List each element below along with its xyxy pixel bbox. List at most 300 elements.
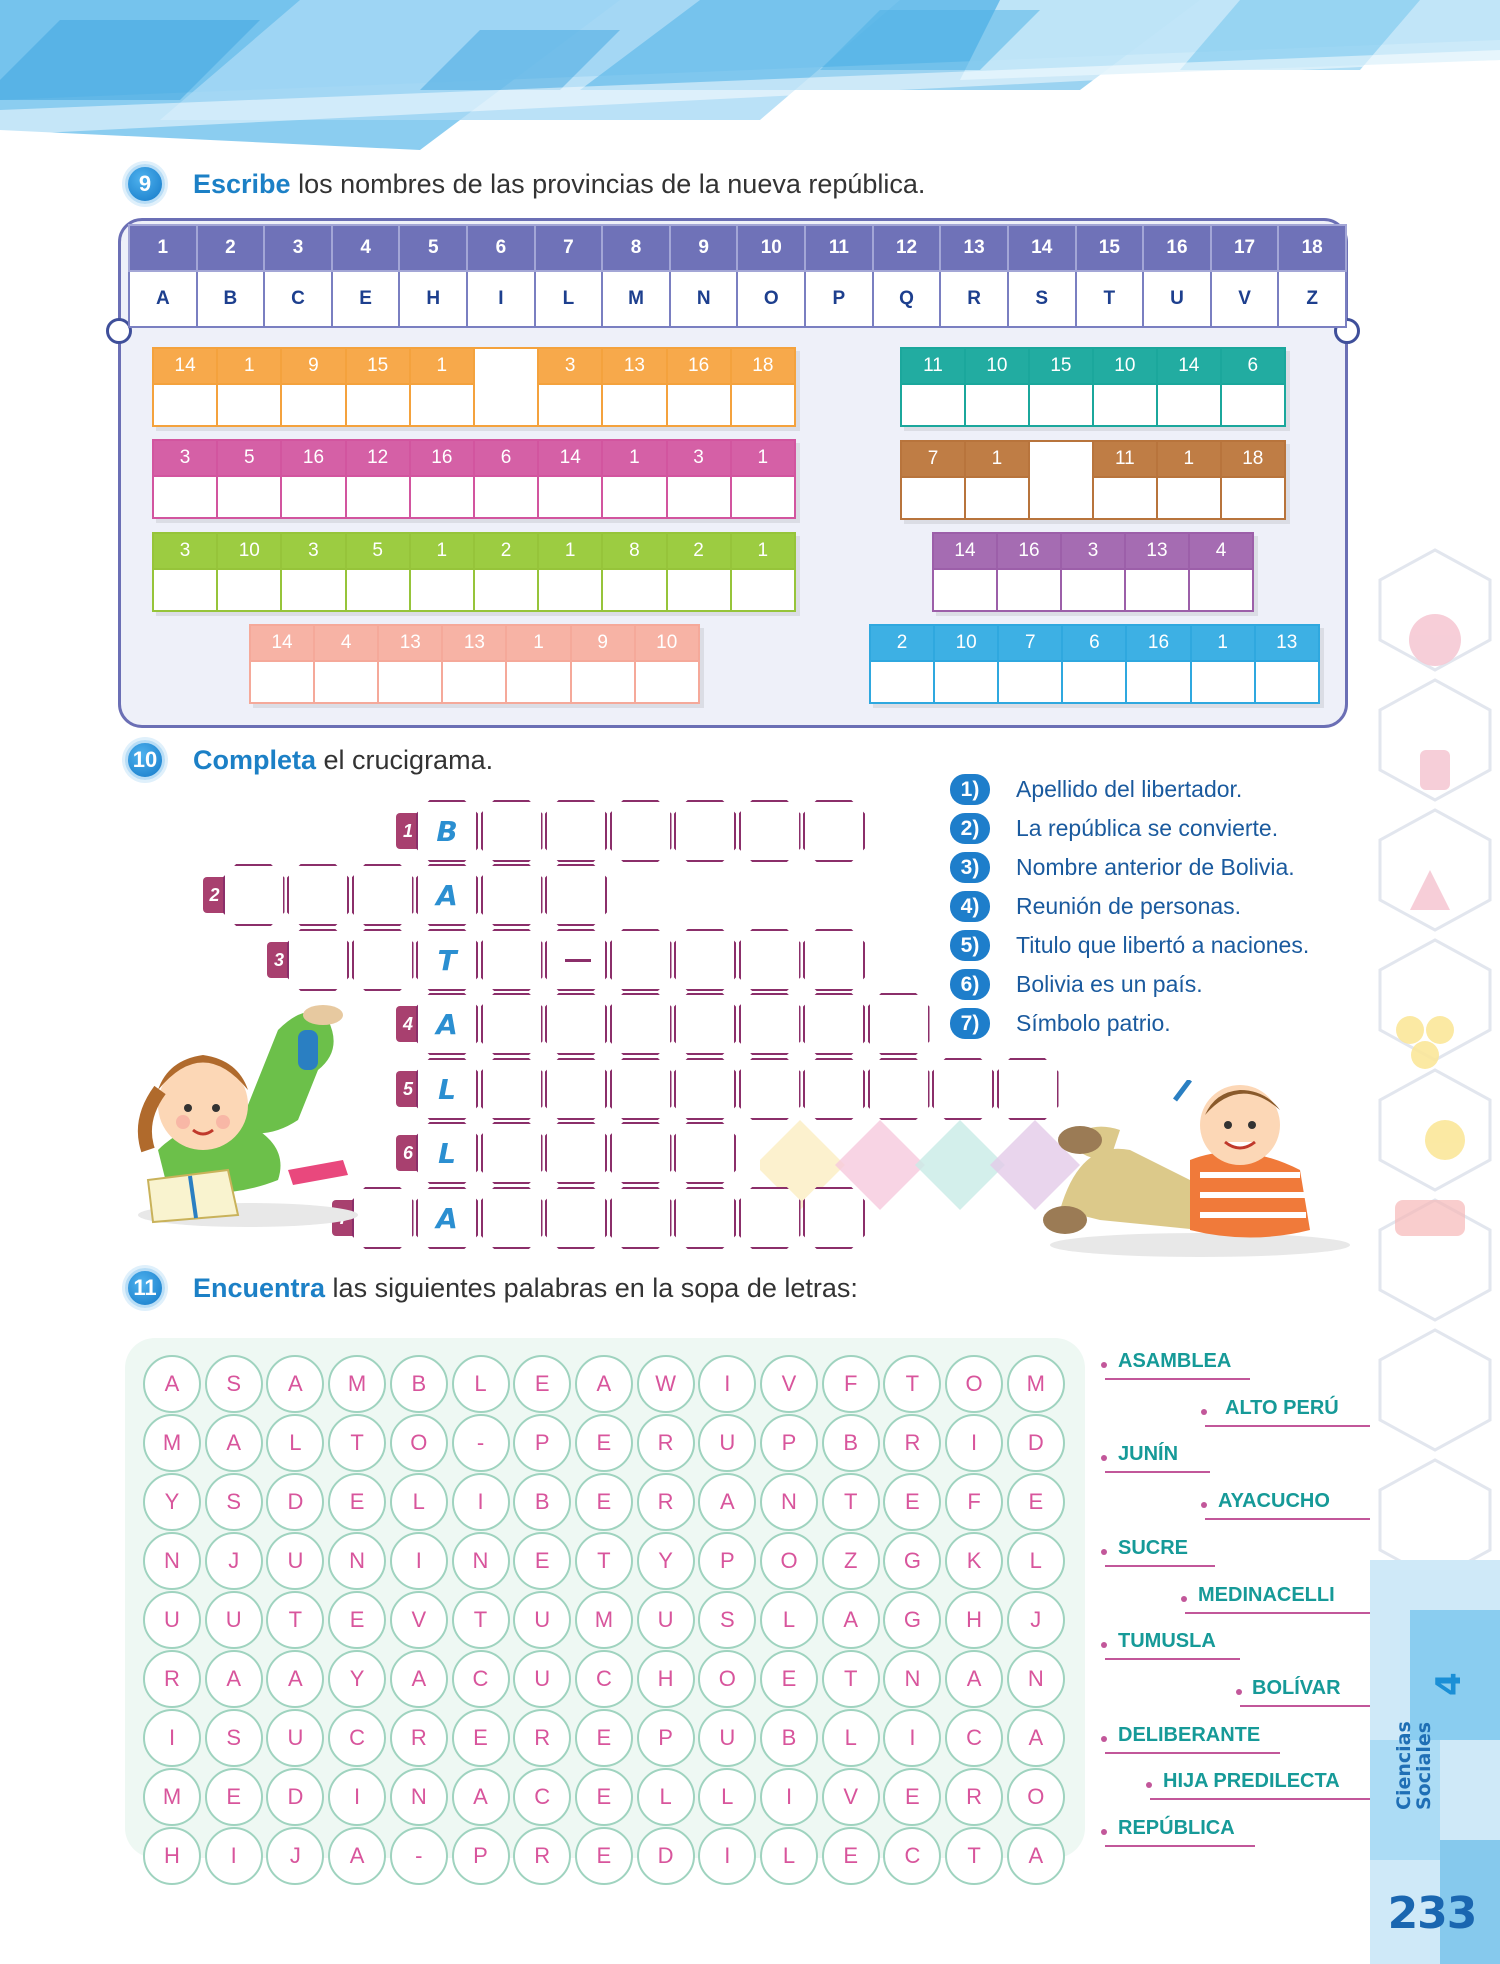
word-search-cell[interactable]: A	[328, 1827, 386, 1885]
crossword-cell[interactable]	[803, 1058, 865, 1120]
code-letter-cell: S	[1008, 271, 1076, 327]
word-underline	[1205, 1425, 1370, 1427]
word-search-cell[interactable]: R	[143, 1650, 201, 1708]
word-search-cell[interactable]: U	[513, 1650, 571, 1708]
word-search-cell[interactable]: L	[452, 1355, 510, 1413]
word-search-cell[interactable]: E	[452, 1709, 510, 1767]
word-search-cell[interactable]: D	[266, 1473, 324, 1531]
word-search-cell[interactable]: A	[390, 1650, 448, 1708]
word-search-cell[interactable]: A	[205, 1650, 263, 1708]
word-search-cell[interactable]: H	[945, 1591, 1003, 1649]
word-search-cell[interactable]: B	[390, 1355, 448, 1413]
word-search-cell[interactable]: B	[513, 1473, 571, 1531]
province-answer-cell[interactable]	[602, 569, 666, 611]
province-answer-cell[interactable]	[965, 384, 1029, 426]
code-number-cell: 2	[197, 225, 265, 271]
province-answer-cell[interactable]	[217, 569, 281, 611]
word-search-cell[interactable]: A	[143, 1355, 201, 1413]
province-code-cell: 13	[1125, 533, 1189, 569]
crossword-cell[interactable]	[481, 864, 543, 926]
word-search-cell[interactable]: Y	[143, 1473, 201, 1531]
word-search-cell[interactable]: L	[1007, 1532, 1065, 1590]
province-code-cell: 16	[281, 440, 345, 476]
word-search-cell[interactable]: D	[637, 1827, 695, 1885]
code-number-cell: 3	[264, 225, 332, 271]
crossword-cell[interactable]	[868, 1058, 930, 1120]
code-number-cell: 16	[1143, 225, 1211, 271]
province-code-cell: 1	[506, 625, 570, 661]
province-answer-cell[interactable]	[1093, 477, 1157, 519]
crossword-cell[interactable]	[803, 993, 865, 1055]
crossword-cell[interactable]	[674, 929, 736, 991]
province-answer-cell[interactable]	[901, 384, 965, 426]
word-underline	[1105, 1845, 1255, 1847]
word-search-cell[interactable]: F	[822, 1355, 880, 1413]
word-search-cell[interactable]: E	[822, 1827, 880, 1885]
word-search-cell[interactable]: I	[760, 1768, 818, 1826]
word-search-cell[interactable]: R	[390, 1709, 448, 1767]
word-search-cell[interactable]: P	[452, 1827, 510, 1885]
word-search-cell[interactable]: L	[760, 1591, 818, 1649]
province-answer-cell[interactable]	[901, 477, 965, 519]
word-search-cell[interactable]: L	[637, 1768, 695, 1826]
province-code-cell: 2	[667, 533, 731, 569]
word-search-cell[interactable]: R	[883, 1414, 941, 1472]
province-answer-cell[interactable]	[346, 384, 410, 426]
word-search-cell[interactable]: S	[205, 1355, 263, 1413]
province-answer-cell[interactable]	[314, 661, 378, 703]
word-search-cell[interactable]: P	[513, 1414, 571, 1472]
crossword-key-letter: A	[436, 1007, 458, 1041]
word-search-cell[interactable]: E	[575, 1473, 633, 1531]
crossword-cell[interactable]	[545, 993, 607, 1055]
province-answer-cell[interactable]	[538, 476, 602, 518]
province-answer-cell[interactable]	[1191, 661, 1255, 703]
province-answer-cell[interactable]	[667, 569, 731, 611]
word-search-cell[interactable]: O	[390, 1414, 448, 1472]
province-answer-cell[interactable]	[281, 476, 345, 518]
crossword-cell[interactable]	[674, 1187, 736, 1249]
province-code-cell: 16	[667, 348, 731, 384]
word-search-cell[interactable]: Z	[822, 1532, 880, 1590]
province-answer-cell[interactable]	[217, 384, 281, 426]
crossword-cell[interactable]	[223, 864, 285, 926]
province-answer-cell[interactable]	[571, 661, 635, 703]
province-answer-cell[interactable]	[667, 476, 731, 518]
word-search-cell[interactable]: A	[1007, 1827, 1065, 1885]
word-search-cell[interactable]: I	[452, 1473, 510, 1531]
province-answer-cell[interactable]	[1029, 384, 1093, 426]
province-answer-cell[interactable]	[731, 569, 795, 611]
crossword-cell[interactable]	[610, 929, 672, 991]
province-code-cell: 10	[934, 625, 998, 661]
province-answer-cell[interactable]	[346, 569, 410, 611]
province-answer-cell[interactable]	[250, 661, 314, 703]
word-search-cell[interactable]: O	[945, 1355, 1003, 1413]
crossword-cell[interactable]	[739, 800, 801, 862]
word-search-cell[interactable]: C	[883, 1827, 941, 1885]
province-answer-cell[interactable]	[731, 384, 795, 426]
crossword-row-label: 2	[203, 877, 227, 913]
word-search-cell[interactable]: D	[1007, 1414, 1065, 1472]
province-code-cell: 14	[250, 625, 314, 661]
word-search-cell[interactable]: U	[205, 1591, 263, 1649]
word-search-cell[interactable]: M	[328, 1355, 386, 1413]
word-search-cell[interactable]: J	[266, 1827, 324, 1885]
word-bullet	[1201, 1502, 1207, 1508]
crossword-cell[interactable]	[481, 800, 543, 862]
province-answer-cell[interactable]	[217, 476, 281, 518]
province-code-cell: 10	[217, 533, 281, 569]
word-search-cell[interactable]: I	[698, 1827, 756, 1885]
word-search-cell[interactable]: W	[637, 1355, 695, 1413]
province-answer-cell[interactable]	[538, 569, 602, 611]
word-search-cell[interactable]: A	[266, 1355, 324, 1413]
word-search-cell[interactable]: A	[266, 1650, 324, 1708]
code-table	[128, 224, 1347, 328]
crossword-cell[interactable]	[674, 1058, 736, 1120]
word-search-cell[interactable]: O	[1007, 1768, 1065, 1826]
code-letter-cell: O	[737, 271, 805, 327]
crossword-cell[interactable]	[739, 1058, 801, 1120]
code-number-cell: 12	[873, 225, 941, 271]
province-answer-cell[interactable]	[1157, 477, 1221, 519]
crossword-cell[interactable]	[674, 993, 736, 1055]
province-grid	[900, 347, 1286, 427]
word-search-cell[interactable]: E	[760, 1650, 818, 1708]
word-search-cell[interactable]: E	[205, 1768, 263, 1826]
word-search-cell[interactable]: C	[945, 1709, 1003, 1767]
crossword-key-letter: T	[437, 943, 457, 977]
word-search-cell[interactable]: E	[328, 1591, 386, 1649]
word-search-cell[interactable]: E	[513, 1355, 571, 1413]
exercise-10-number: 10	[125, 740, 165, 780]
province-code-row	[153, 348, 795, 384]
province-answer-cell[interactable]	[1125, 569, 1189, 611]
word-search-cell[interactable]: E	[575, 1414, 633, 1472]
word-search-cell[interactable]: U	[143, 1591, 201, 1649]
crossword-cell[interactable]	[610, 1058, 672, 1120]
code-letter-cell: E	[332, 271, 400, 327]
word-search-cell[interactable]: E	[513, 1532, 571, 1590]
province-answer-cell[interactable]	[997, 569, 1061, 611]
province-answer-cell[interactable]	[506, 661, 570, 703]
word-search-cell[interactable]: J	[205, 1532, 263, 1590]
word-search-cell[interactable]: N	[1007, 1650, 1065, 1708]
word-search-cell[interactable]: E	[575, 1768, 633, 1826]
crossword-cell[interactable]	[481, 929, 543, 991]
province-answer-cell[interactable]	[1189, 569, 1253, 611]
province-answer-cell[interactable]	[635, 661, 699, 703]
word-search-cell[interactable]: Y	[637, 1532, 695, 1590]
province-code-cell: 13	[442, 625, 506, 661]
word-search-cell[interactable]: L	[390, 1473, 448, 1531]
crossword-cell[interactable]	[352, 929, 414, 991]
province-answer-cell[interactable]	[1221, 477, 1285, 519]
crossword-cell[interactable]	[674, 800, 736, 862]
word-search-cell[interactable]: U	[266, 1709, 324, 1767]
province-code-cell: 7	[901, 441, 965, 477]
word-search-cell[interactable]: U	[698, 1709, 756, 1767]
province-answer-cell[interactable]	[1126, 661, 1190, 703]
crossword-cell[interactable]	[610, 1122, 672, 1184]
word-search-cell[interactable]: I	[883, 1709, 941, 1767]
word-search-cell[interactable]: H	[143, 1827, 201, 1885]
province-answer-cell[interactable]	[378, 661, 442, 703]
province-answer-cell[interactable]	[410, 476, 474, 518]
word-search-cell[interactable]: U	[513, 1591, 571, 1649]
word-search-cell[interactable]: U	[637, 1591, 695, 1649]
province-answer-cell[interactable]	[965, 477, 1029, 519]
word-search-cell[interactable]: O	[760, 1532, 818, 1590]
word-search-cell[interactable]: R	[945, 1768, 1003, 1826]
clue-text: Bolivia es un país.	[1016, 971, 1203, 997]
crossword-cell[interactable]	[545, 800, 607, 862]
province-answer-cell[interactable]	[153, 569, 217, 611]
word-search-cell[interactable]: O	[698, 1650, 756, 1708]
word-search-cell[interactable]: T	[328, 1414, 386, 1472]
word-search-cell[interactable]: T	[883, 1355, 941, 1413]
word-search-cell[interactable]: K	[945, 1532, 1003, 1590]
word-search-cell[interactable]: N	[328, 1532, 386, 1590]
word-search-cell[interactable]: A	[575, 1355, 633, 1413]
clue-number: 6)	[950, 969, 990, 1000]
province-answer-cell[interactable]	[346, 476, 410, 518]
crossword-cell[interactable]	[287, 929, 349, 991]
province-answer-cell[interactable]	[1221, 384, 1285, 426]
word-search-cell[interactable]: P	[698, 1532, 756, 1590]
province-answer-row	[250, 661, 699, 703]
clue-number: 5)	[950, 930, 990, 961]
word-search-cell[interactable]: S	[205, 1473, 263, 1531]
province-answer-cell[interactable]	[153, 384, 217, 426]
word-search-cell[interactable]: I	[143, 1709, 201, 1767]
word-search-cell[interactable]: R	[637, 1414, 695, 1472]
crossword-cell[interactable]	[610, 993, 672, 1055]
word-search-cell[interactable]: N	[390, 1768, 448, 1826]
word-search-cell[interactable]: I	[945, 1414, 1003, 1472]
crossword-cell[interactable]	[739, 929, 801, 991]
crossword-key-letter: L	[438, 1072, 456, 1106]
word-underline	[1105, 1378, 1250, 1380]
province-code-cell: 3	[538, 348, 602, 384]
crossword-cell[interactable]	[481, 1122, 543, 1184]
clue-number: 3)	[950, 852, 990, 883]
word-search-cell[interactable]: S	[205, 1709, 263, 1767]
word-search-cell[interactable]: T	[266, 1591, 324, 1649]
word-search-cell[interactable]: Y	[328, 1650, 386, 1708]
province-answer-cell[interactable]	[153, 476, 217, 518]
exercise-10-instruction	[193, 745, 493, 776]
word-search-cell[interactable]: E	[575, 1827, 633, 1885]
word-search-cell[interactable]: M	[143, 1414, 201, 1472]
province-answer-cell[interactable]	[934, 661, 998, 703]
exercise-10-instruction-rest: el crucigrama.	[316, 744, 494, 775]
clue-item	[950, 965, 1370, 1004]
clue-number: 7)	[950, 1008, 990, 1039]
crossword-cell[interactable]	[610, 800, 672, 862]
word-search-cell[interactable]: A	[698, 1473, 756, 1531]
word-search-cell[interactable]: N	[883, 1650, 941, 1708]
word-search-cell[interactable]: A	[945, 1650, 1003, 1708]
word-search-cell[interactable]: B	[822, 1414, 880, 1472]
word-search-cell[interactable]: T	[822, 1473, 880, 1531]
word-search-cell[interactable]: T	[452, 1591, 510, 1649]
word-search-cell[interactable]: N	[143, 1532, 201, 1590]
crossword-cell[interactable]	[868, 993, 930, 1055]
word-search-cell[interactable]: R	[513, 1709, 571, 1767]
word-search-cell[interactable]: N	[760, 1473, 818, 1531]
code-letter-cell: I	[467, 271, 535, 327]
word-search-cell[interactable]: C	[452, 1650, 510, 1708]
province-code-cell: 1	[731, 533, 795, 569]
province-answer-row	[901, 477, 1285, 519]
province-answer-cell[interactable]	[410, 569, 474, 611]
word-search-cell[interactable]: L	[266, 1414, 324, 1472]
word-search-cell[interactable]: H	[637, 1650, 695, 1708]
crossword-cell[interactable]	[481, 993, 543, 1055]
crossword-cell[interactable]	[803, 1187, 865, 1249]
word-search-cell[interactable]: E	[328, 1473, 386, 1531]
word-search-cell[interactable]: V	[760, 1355, 818, 1413]
province-code-cell: 18	[1221, 441, 1285, 477]
crossword-cell[interactable]	[803, 929, 865, 991]
crossword-cell[interactable]	[545, 1187, 607, 1249]
word-search-cell[interactable]: V	[822, 1768, 880, 1826]
crossword-cell[interactable]	[932, 1058, 994, 1120]
word-search-cell[interactable]: T	[575, 1532, 633, 1590]
crossword-cell[interactable]	[545, 864, 607, 926]
province-code-cell: 11	[901, 348, 965, 384]
word-search-cell[interactable]: R	[637, 1473, 695, 1531]
word-search-cell[interactable]: A	[1007, 1709, 1065, 1767]
subject-line-1: Ciencias	[1393, 1721, 1415, 1810]
word-search-cell[interactable]: C	[328, 1709, 386, 1767]
word-search-cell[interactable]: G	[883, 1532, 941, 1590]
word-bullet	[1101, 1549, 1107, 1555]
word-bullet	[1201, 1409, 1207, 1415]
word-search-cell[interactable]: L	[822, 1709, 880, 1767]
word-search-cell[interactable]: I	[698, 1355, 756, 1413]
province-answer-cell[interactable]	[1062, 661, 1126, 703]
crossword-cell[interactable]	[545, 1058, 607, 1120]
word-list-item: MEDINACELLI	[1198, 1583, 1335, 1606]
province-answer-row	[901, 384, 1285, 426]
crossword-cell[interactable]	[739, 993, 801, 1055]
province-answer-cell[interactable]	[281, 569, 345, 611]
word-search-cell[interactable]: G	[883, 1591, 941, 1649]
clue-text: La república se convierte.	[1016, 815, 1279, 841]
province-code-row	[250, 625, 699, 661]
word-search-cell[interactable]: T	[822, 1650, 880, 1708]
word-search-cell[interactable]: A	[822, 1591, 880, 1649]
word-search-cell[interactable]: I	[205, 1827, 263, 1885]
code-number-cell: 15	[1076, 225, 1144, 271]
word-search-cell[interactable]: M	[575, 1591, 633, 1649]
crossword-cell[interactable]	[545, 1122, 607, 1184]
province-answer-cell[interactable]	[731, 476, 795, 518]
province-answer-cell[interactable]	[410, 384, 474, 426]
word-search-cell[interactable]: N	[452, 1532, 510, 1590]
province-answer-cell[interactable]	[474, 569, 538, 611]
word-search-cell[interactable]: I	[390, 1532, 448, 1590]
crossword-cell[interactable]	[674, 1122, 736, 1184]
word-search-cell[interactable]: F	[945, 1473, 1003, 1531]
header-banner	[0, 0, 1500, 150]
word-search-cell[interactable]: T	[945, 1827, 1003, 1885]
crossword-cell[interactable]	[610, 1187, 672, 1249]
province-answer-cell[interactable]	[474, 476, 538, 518]
crossword-cell[interactable]	[481, 1187, 543, 1249]
word-search-cell[interactable]: B	[760, 1709, 818, 1767]
province-answer-cell[interactable]	[1061, 569, 1125, 611]
exercise-11-instruction	[193, 1273, 858, 1304]
word-search-cell[interactable]: M	[1007, 1355, 1065, 1413]
word-search-cell[interactable]: E	[575, 1709, 633, 1767]
crossword-cell[interactable]	[481, 1058, 543, 1120]
word-search-cell[interactable]: J	[1007, 1591, 1065, 1649]
word-search-cell[interactable]: R	[513, 1827, 571, 1885]
word-search-cell[interactable]: A	[452, 1768, 510, 1826]
province-answer-cell[interactable]	[933, 569, 997, 611]
province-answer-cell[interactable]	[602, 476, 666, 518]
province-answer-cell[interactable]	[1093, 384, 1157, 426]
province-answer-cell[interactable]	[602, 384, 666, 426]
word-search-cell[interactable]: C	[513, 1768, 571, 1826]
province-answer-cell[interactable]	[998, 661, 1062, 703]
word-search-cell[interactable]: M	[143, 1768, 201, 1826]
word-search-cell[interactable]: A	[205, 1414, 263, 1472]
word-search-cell[interactable]: S	[698, 1591, 756, 1649]
word-search-cell[interactable]: E	[883, 1768, 941, 1826]
province-answer-cell[interactable]	[442, 661, 506, 703]
province-answer-cell[interactable]	[667, 384, 731, 426]
word-search-cell[interactable]: P	[637, 1709, 695, 1767]
crossword-cell[interactable]	[287, 864, 349, 926]
crossword-cell[interactable]	[739, 1187, 801, 1249]
word-search-cell[interactable]: L	[760, 1827, 818, 1885]
word-search-cell[interactable]: D	[266, 1768, 324, 1826]
word-search-cell[interactable]: -	[390, 1827, 448, 1885]
province-answer-cell[interactable]	[538, 384, 602, 426]
province-grid	[152, 439, 796, 519]
exercise-9-heading	[125, 162, 925, 206]
word-search-cell[interactable]: P	[760, 1414, 818, 1472]
province-code-cell: 10	[635, 625, 699, 661]
word-search-cell[interactable]: I	[328, 1768, 386, 1826]
province-code-cell: 18	[731, 348, 795, 384]
province-answer-cell[interactable]	[870, 661, 934, 703]
word-search-cell[interactable]: U	[266, 1532, 324, 1590]
girl-illustration	[128, 990, 373, 1230]
word-search-cell[interactable]: L	[698, 1768, 756, 1826]
word-search-cell[interactable]: E	[883, 1473, 941, 1531]
province-answer-cell[interactable]	[1157, 384, 1221, 426]
word-search-cell[interactable]: V	[390, 1591, 448, 1649]
word-search-cell[interactable]: -	[452, 1414, 510, 1472]
province-answer-cell[interactable]	[1255, 661, 1319, 703]
crossword-key-letter: L	[438, 1136, 456, 1170]
word-search-cell[interactable]: U	[698, 1414, 756, 1472]
province-answer-cell[interactable]	[281, 384, 345, 426]
word-search-cell[interactable]: E	[1007, 1473, 1065, 1531]
crossword-cell[interactable]	[803, 800, 865, 862]
code-number-cell: 14	[1008, 225, 1076, 271]
crossword-cell[interactable]	[352, 864, 414, 926]
word-search-cell[interactable]: C	[575, 1650, 633, 1708]
exercise-11-number: 11	[125, 1268, 165, 1308]
code-number-cell: 1	[129, 225, 197, 271]
